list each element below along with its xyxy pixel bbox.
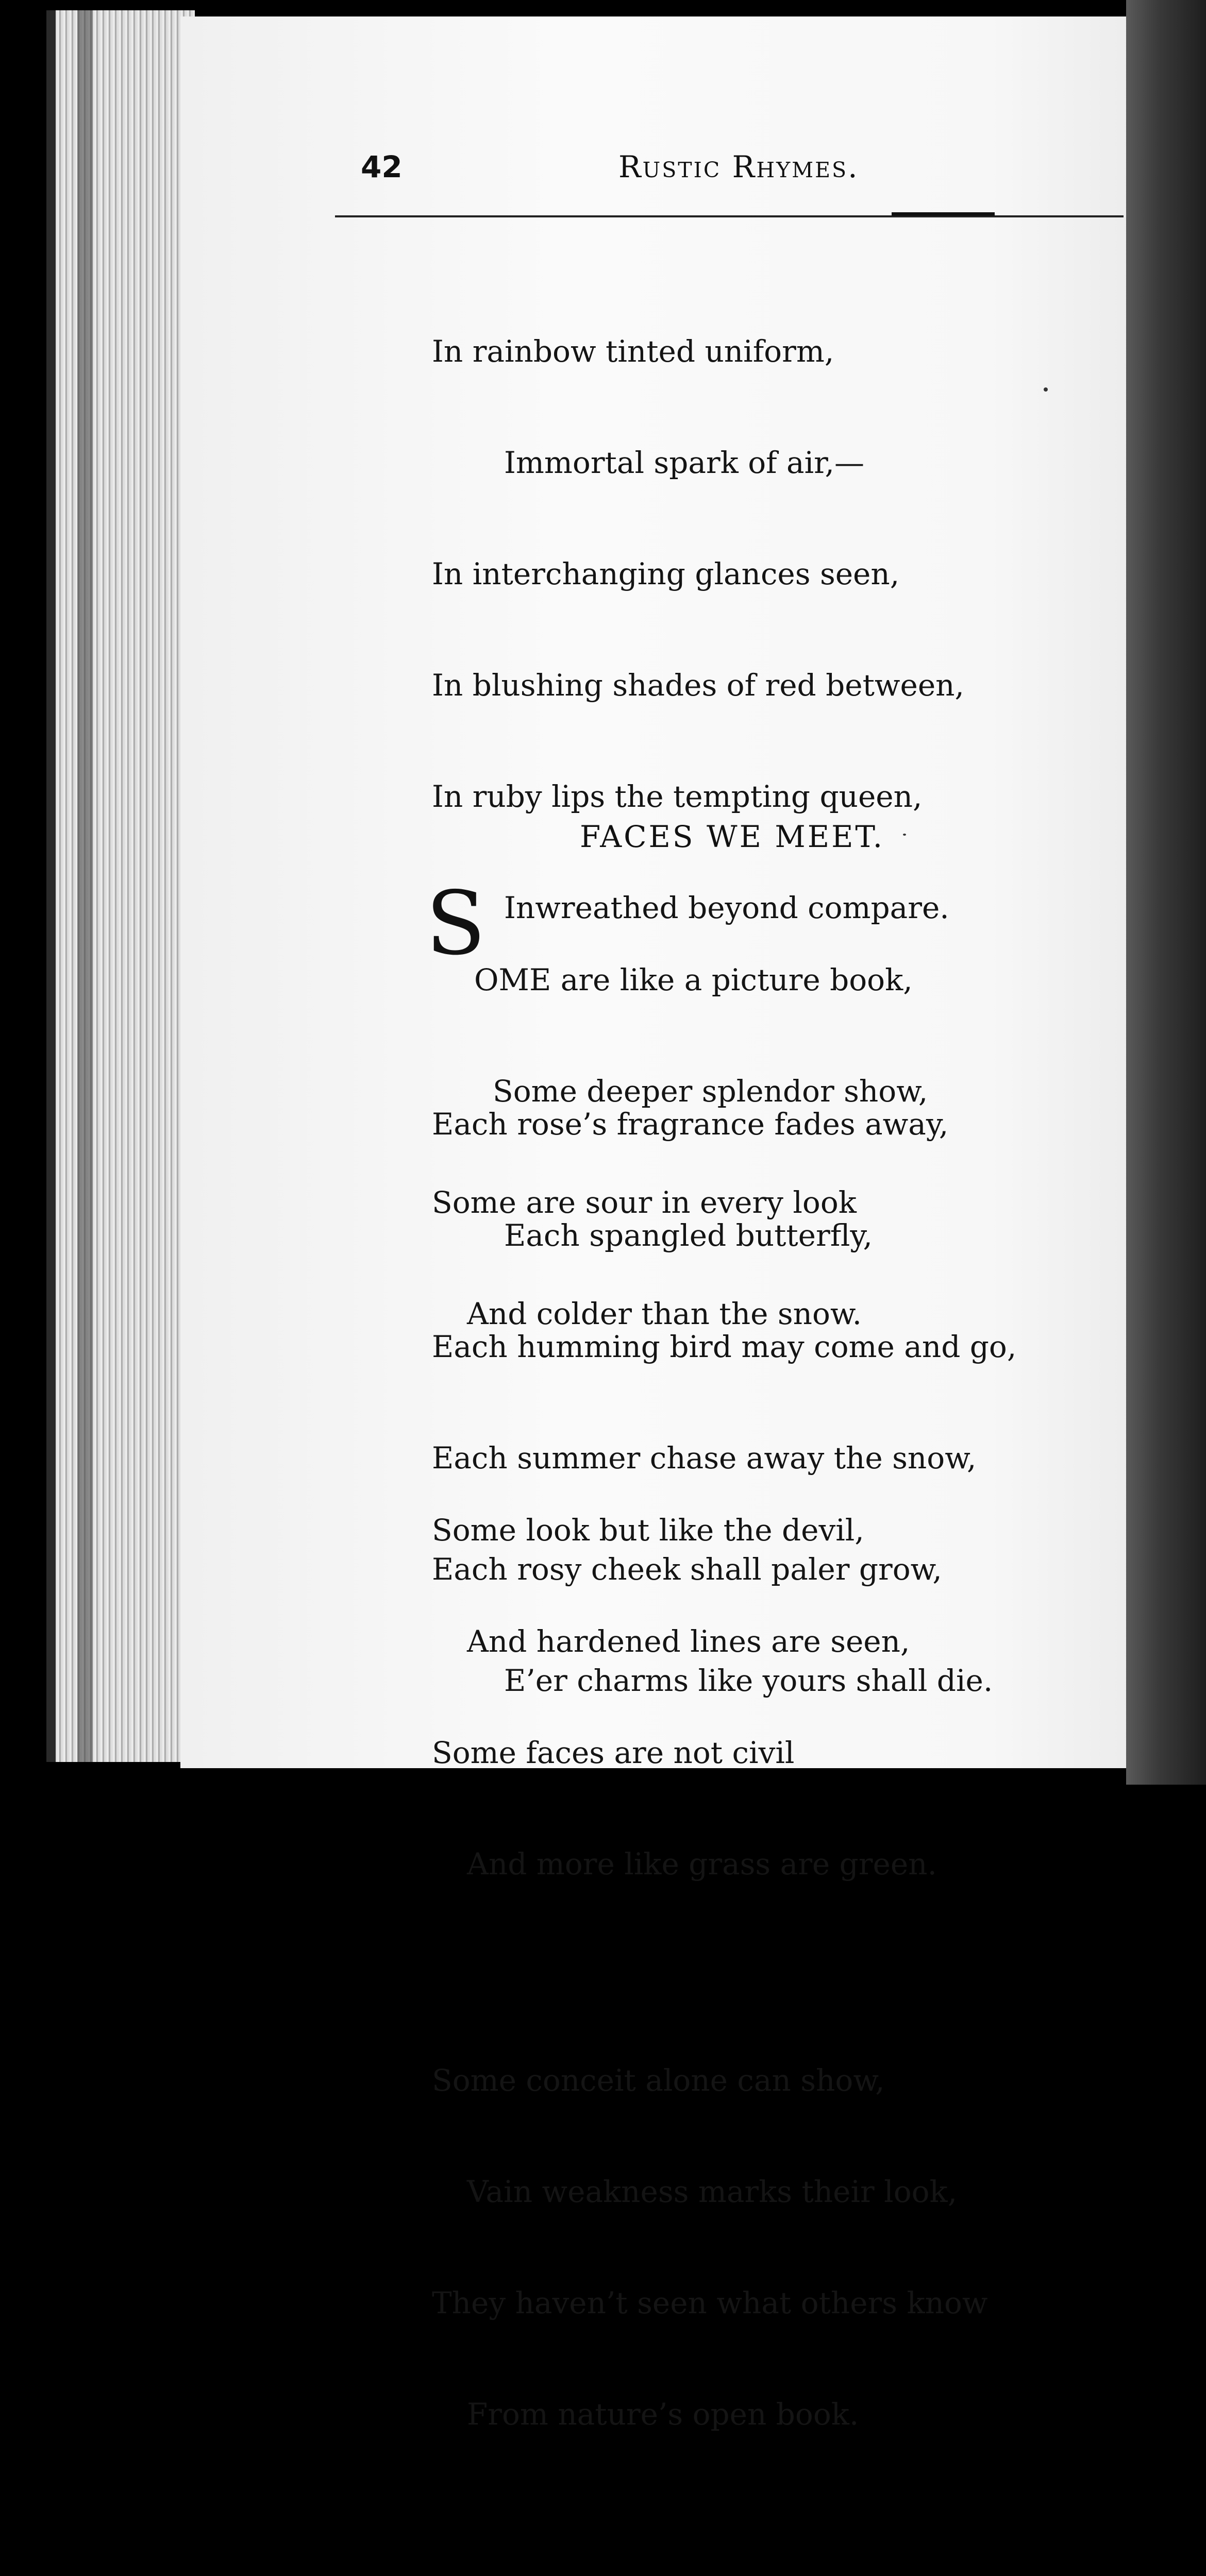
poem-two — [432, 887, 988, 2576]
verse-line: Immortal spark of air,— — [504, 445, 864, 480]
verse-line: E’er charms like yours shall die. — [504, 1663, 993, 1698]
verse-line: And more like grass are green. — [467, 1846, 937, 1882]
verse-line: In interchanging glances seen, — [432, 556, 900, 591]
verse-line: From nature’s open book. — [467, 2397, 859, 2432]
poem-title: FACES WE MEET. — [580, 819, 885, 854]
page-header — [361, 149, 928, 191]
print-speck — [1044, 387, 1048, 392]
verse-line: Each rosy cheek shall paler grow, — [432, 1552, 942, 1587]
verse-line: Each summer chase away the snow, — [432, 1440, 977, 1476]
verse-line: Inwreathed beyond compare. — [504, 890, 949, 925]
page-edges — [46, 10, 195, 1762]
verse-line: And colder than the snow. — [467, 1296, 862, 1331]
verse-line: Each humming bird may come and go, — [432, 1329, 1017, 1364]
verse-line: Each rose’s fragrance fades away, — [432, 1107, 949, 1142]
binding-edge — [1126, 0, 1206, 1785]
verse-line: Each spangled butterfly, — [504, 1218, 873, 1253]
verse-line: Some deeper splendor show, — [493, 1074, 928, 1109]
verse-line: OME are like a picture book, — [474, 962, 913, 997]
verse-line: Vain weakness marks their look, — [467, 2174, 958, 2209]
verse-line: In rainbow tinted uniform, — [432, 334, 834, 369]
spine-shadow — [77, 10, 93, 1762]
verse-line: And hardened lines are seen, — [467, 1624, 910, 1659]
verse-line: Some are sour in every look — [432, 1185, 857, 1220]
verse-line: Some conceit alone can show, — [432, 2063, 885, 2098]
verse-line: Some faces are not civil — [432, 1735, 795, 1770]
header-rule-accent — [892, 212, 995, 216]
verse-line: In ruby lips the tempting queen, — [432, 779, 923, 814]
drop-cap: S — [426, 873, 486, 975]
verse-line: In blushing shades of red between, — [432, 668, 964, 703]
verse-line: Some look but like the devil, — [432, 1513, 864, 1548]
page-number: 42 — [361, 149, 403, 184]
print-speck — [903, 834, 906, 836]
running-title: Rustic Rhymes. — [618, 149, 859, 184]
verse-line: They haven’t seen what others know — [432, 2285, 988, 2320]
header-rule — [335, 215, 1124, 217]
